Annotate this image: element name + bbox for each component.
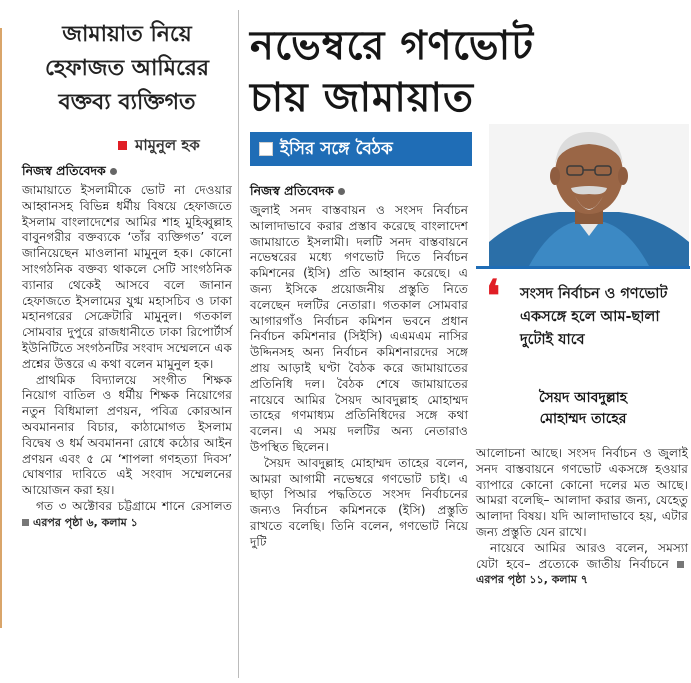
left-article-paragraph-2: প্রাথমিক বিদ্যালয়ে সংগীত শিক্ষক নিয়োগ বাতিল ও ধর্মীয় শিক্ষক নিয়োগের নতুন বিধিমালা প্রণয়ন, পবিত্র কোরআন অবমাননার বিচার, কাঠামোগত ইসলাম বিদ্বেষ ও ধর্ম অবমাননা রোধে কঠোর আইন প্রণয়ন এবং ৫ মে ‘শাপলা গণহত্যা দিবস’ ঘোষণার দাবিতে এই সংবাদ সম্মেলনের আয়োজন করা হয়। xyxy=(22,372,232,498)
left-article-body xyxy=(22,163,232,531)
gray-square-icon xyxy=(22,519,29,526)
author-name: মামুনুল হক xyxy=(135,136,200,154)
left-headline-line-2: হেফাজত আমিরের xyxy=(44,56,209,81)
gray-square-icon xyxy=(677,561,684,568)
bullet-dot-icon xyxy=(338,188,345,195)
quote-name-line-1: সৈয়দ আবদুল্লাহ xyxy=(538,390,628,406)
red-square-icon xyxy=(118,141,127,150)
column-divider xyxy=(238,10,239,678)
pull-quote-box xyxy=(476,266,690,386)
main-article-col2-paragraph-1: আলোচনা আছে। সংসদ নির্বাচন ও জুলাই সনদ বাস্তবায়নে গণভোট একসঙ্গে হওয়ার ব্যাপারে কোনো কোনো দলের মত আছে। আমরা বলেছি– আলাদা করার জন্য, যেহেতু আলাদা বিষয়। যদি আলাদাভাবে হয়, এটার জন্য প্রস্তুতি যেন রাখে। xyxy=(476,446,688,539)
portrait-photo xyxy=(489,124,689,266)
portrait-illustration xyxy=(489,124,689,266)
quote-mark-icon: ❛ xyxy=(486,271,501,322)
left-article-headline xyxy=(22,18,232,120)
left-article-paragraph-3: গত ৩ অক্টোবর চট্টগ্রামে শানে রেসালত এরপর পৃষ্ঠা ৬, কলাম ১ xyxy=(22,499,232,531)
quote-name-line-2: মোহাম্মদ তাহের xyxy=(539,411,627,427)
main-article-column-2 xyxy=(476,446,688,588)
white-square-icon xyxy=(259,142,273,156)
main-article-label: নিজস্ব প্রতিবেদক xyxy=(250,183,468,203)
left-headline-line-1: জামায়াত নিয়ে xyxy=(62,22,192,47)
main-headline-line-2: চায় জামায়াত xyxy=(250,75,475,121)
pull-quote-text: সংসদ নির্বাচন ও গণভোট একসঙ্গে হলে আম-ছালা দুটোই যাবে xyxy=(520,286,668,348)
bullet-dot-icon xyxy=(110,168,117,175)
main-article-paragraph-2: সৈয়দ আবদুল্লাহ মোহাম্মদ তাহের বলেন, আমরা আগামী নভেম্বরে গণভোট চাই। এ ছাড়া পিআর পদ্ধতিতে সংসদ নির্বাচনের জন্যও নির্বাচন কমিশনকে (ইসি) প্রস্তুতি রাখতে বলেছি। তিনি বলেন, গণভোট নিয়ে দুটি xyxy=(250,455,468,549)
left-article-byline xyxy=(118,134,200,159)
left-article-continuation: এরপর পৃষ্ঠা ৬, কলাম ১ xyxy=(22,516,138,529)
main-article-column-1 xyxy=(250,183,468,551)
left-article-paragraph-1: জামায়াতে ইসলামীকে ভোট না দেওয়ার আহ্বানসহ বিভিন্ন ধর্মীয় বিষয়ে হেফাজতে ইসলাম বাংলাদেশের আমির শাহ মুহিব্বুল্লাহ বাবুনগরীর বক্তব্যকে ‘তাঁর ব্যক্তিগত’ বলে জানিয়েছেন মাওলানা মামুনুল হক। কোনো সাংগঠনিক বক্তব্য থাকলে সেটি সাংগঠনিক ব্যানার থেকেই আসবে বলে জানান হেফাজতে ইসলামের যুগ্ম মহাসচিব ও ঢাকা মহানগরের সেক্রেটারি মামুনুল। গতকাল সোমবার দুপুরে রাজধানীতে ঢাকা রিপোর্টার্স ইউনিটিতে সংগঠনটির সংবাদ সম্মেলনে এক প্রশ্নের উত্তরে এ কথা বলেন মামুনুল হক। xyxy=(22,183,232,371)
main-article-continuation: এরপর পৃষ্ঠা ১১, কলাম ৭ xyxy=(476,558,688,587)
left-headline-line-3: বক্তব্য ব্যক্তিগত xyxy=(58,90,196,115)
main-headline-line-1: নভেম্বরে গণভোট xyxy=(250,23,534,69)
left-article-label: নিজস্ব প্রতিবেদক xyxy=(22,163,232,183)
main-article-paragraph-1: জুলাই সনদ বাস্তবায়ন ও সংসদ নির্বাচন আলাদাভাবে করার প্রস্তাব করেছে বাংলাদেশ জামায়াতে ইসলামী। দলটি সনদ বাস্তবায়নে নভেম্বরের মধ্যে গণভোট দিতে নির্বাচন কমিশনের (ইসি) প্রতি আহ্বান করেছে। এ জন্য ইসিকে প্রয়োজনীয় প্রস্তুতি নিতে বলেছেন দলটির নেতারা। গতকাল সোমবার আগারগাঁও নির্বাচন কমিশন ভবনে প্রধান নির্বাচন কমিশনার (সিইসি) এএমএম নাসির উদ্দিনসহ অন্য নির্বাচন কমিশনারদের সঙ্গে প্রায় আড়াই ঘণ্টা বৈঠক করে জামায়াতের প্রতিনিধি দল। বৈঠক শেষে জামায়াতের নায়েবে আমির সৈয়দ আবদুল্লাহ মোহাম্মদ তাহের গণমাধ্যম প্রতিনিধিদের সঙ্গে কথা বলেন। এ সময় দলটির অন্য নেতারাও উপস্থিত ছিলেন। xyxy=(250,203,468,454)
main-article-col2-paragraph-2: নায়েবে আমির আরও বলেন, সমস্যা যেটা হবে– প্রত্যেকে জাতীয় নির্বাচনে এরপর পৃষ্ঠা ১১, কলাম ৭ xyxy=(476,540,688,587)
meeting-tag-box xyxy=(250,132,472,166)
pull-quote-attribution xyxy=(476,388,690,430)
page-edge-rule xyxy=(0,28,2,628)
meeting-tag-label: ইসির সঙ্গে বৈঠক xyxy=(280,139,393,159)
main-article-headline xyxy=(250,20,534,124)
